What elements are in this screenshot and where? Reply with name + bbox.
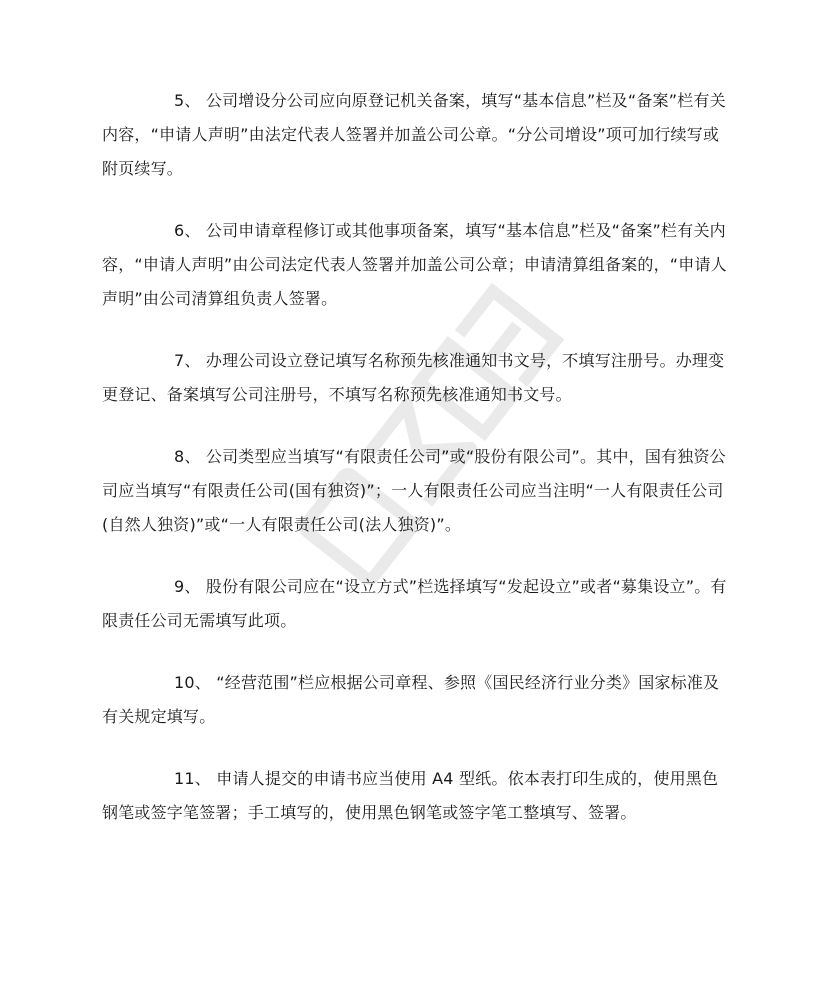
item-number: 9、 [174,577,201,596]
instruction-item-8 [102,440,730,542]
instruction-item-9 [102,570,730,638]
item-text: 公司类型应当填写“有限责任公司”或“股份有限公司”。其中，国有独资公司应当填写“有限责任公司(国有独资)”；一人有限责任公司应当注明“一人有限责任公司(自然人独资)”或“一人有限责任公司(法人独资)”。 [102,447,726,534]
item-number: 5、 [174,91,201,110]
instruction-item-5 [102,84,730,186]
item-text: 办理公司设立登记填写名称预先核准通知书文号，不填写注册号。办理变更登记、备案填写公司注册号，不填写名称预先核准通知书文号。 [102,351,725,404]
instruction-item-11 [102,762,730,830]
instructions-list [102,84,730,858]
item-number: 7、 [174,351,201,370]
item-text: 公司申请章程修订或其他事项备案，填写“基本信息”栏及“备案”栏有关内容，“申请人声明”由公司法定代表人签署并加盖公司公章；申请清算组备案的，“申请人声明”由公司清算组负责人签署。 [102,221,727,308]
item-number: 8、 [174,447,201,466]
item-text: 公司增设分公司应向原登记机关备案，填写“基本信息”栏及“备案”栏有关内容，“申请人声明”由法定代表人签署并加盖公司公章。“分公司增设”项可加行续写或附页续写。 [102,91,726,178]
item-text: 申请人提交的申请书应当使用 A4 型纸。依本表打印生成的，使用黑色钢笔或签字笔签署；手工填写的，使用黑色钢笔或签字笔工整填写、签署。 [102,769,719,822]
item-text: “经营范围”栏应根据公司章程、参照《国民经济行业分类》国家标准及有关规定填写。 [102,673,720,726]
item-number: 6、 [174,221,201,240]
instruction-item-7 [102,344,730,412]
instruction-item-10 [102,666,730,734]
item-text: 股份有限公司应在“设立方式”栏选择填写“发起设立”或者“募集设立”。有限责任公司无需填写此项。 [102,577,727,630]
item-number: 10、 [174,673,211,692]
item-number: 11、 [174,769,211,788]
instruction-item-6 [102,214,730,316]
